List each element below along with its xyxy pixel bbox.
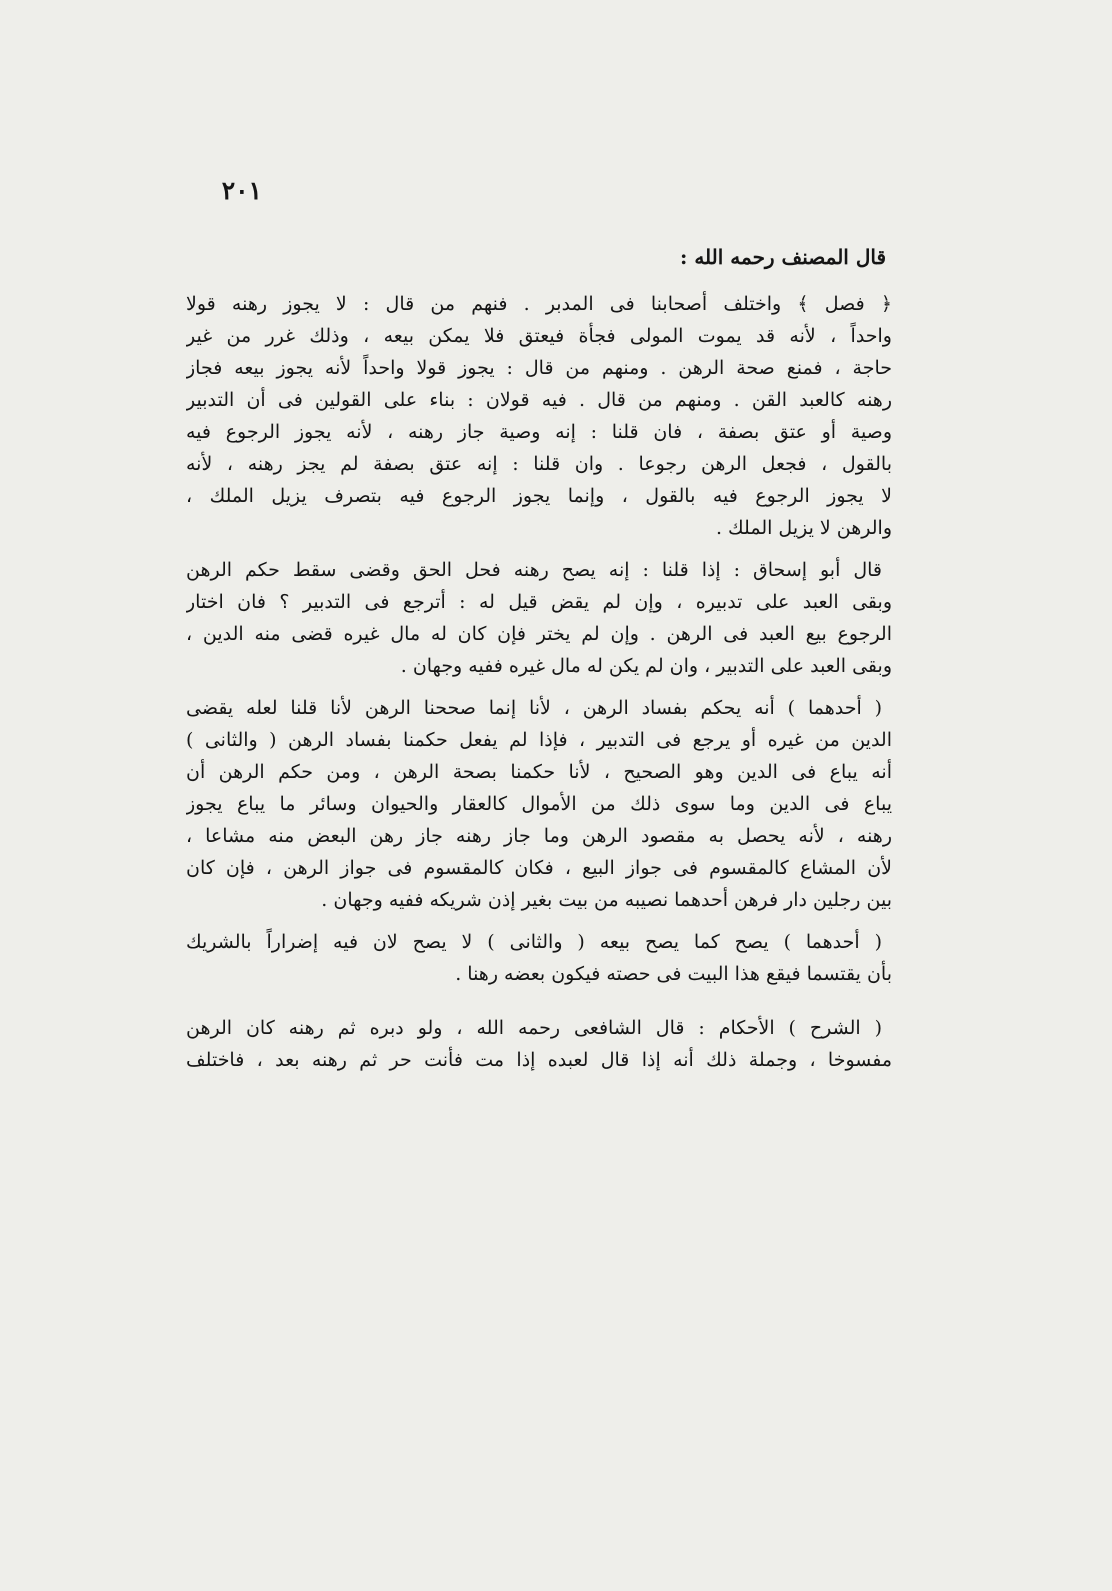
text-line: أنه يباع فى الدين وهو الصحيح ، لأنا حكمنا بصحة الرهن ، ومن حكم الرهن أن xyxy=(186,761,892,783)
paragraph xyxy=(186,926,892,990)
text-line: بالقول ، فجعل الرهن رجوعا . وان قلنا : إنه عتق بصفة لم يجز رهنه ، لأنه xyxy=(186,453,892,475)
paragraph xyxy=(186,554,892,682)
text-line: حاجة ، فمنع صحة الرهن . ومنهم من قال : يجوز قولا واحداً لأنه يجوز بيعه فجاز xyxy=(186,357,892,379)
text-line: بأن يقتسما فيقع هذا البيت فى حصته فيكون بعضه رهنا . xyxy=(455,963,892,985)
text-line: لأن المشاع كالمقسوم فى جواز البيع ، فكان كالمقسوم فى جواز الرهن ، فإن كان xyxy=(186,857,892,879)
paragraph xyxy=(186,692,892,916)
text-line: ﴿ فصل ﴾ واختلف أصحابنا فى المدبر . فنهم من قال : لا يجوز رهنه قولا xyxy=(186,293,892,315)
text-line: مفسوخا ، وجملة ذلك أنه إذا قال لعبده إذا مت فأنت حر ثم رهنه بعد ، فاختلف xyxy=(186,1049,892,1071)
text-line: ( الشرح ) الأحكام : قال الشافعى رحمه الله ، ولو دبره ثم رهنه كان الرهن xyxy=(186,1017,882,1039)
text-line: لا يجوز الرجوع فيه بالقول ، وإنما يجوز الرجوع فيه بتصرف يزيل الملك ، xyxy=(186,485,892,507)
text-line: بين رجلين دار فرهن أحدهما نصيبه من بيت بغير إذن شريكه ففيه وجهان . xyxy=(321,889,892,911)
text-line: وبقى العبد على تدبيره ، وإن لم يقض قيل له : أترجع فى التدبير ؟ فان اختار xyxy=(186,591,892,613)
text-line: يباع فى الدين وما سوى ذلك من الأموال كالعقار والحيوان وسائر ما يباع يجوز xyxy=(186,793,892,815)
text-line: وصية أو عتق بصفة ، فان قلنا : إنه وصية جاز رهنه ، لأنه يجوز الرجوع فيه xyxy=(186,421,892,443)
section-heading: قال المصنف رحمه الله : xyxy=(679,245,886,269)
text-line: وبقى العبد على التدبير ، وان لم يكن له مال غيره ففيه وجهان . xyxy=(400,655,892,677)
page-number: ٢٠١ xyxy=(221,176,262,205)
text-line: ( أحدهما ) أنه يحكم بفساد الرهن ، لأنا إنما صححنا الرهن لأنا قلنا لعله يقضى xyxy=(186,697,882,719)
text-line: قال أبو إسحاق : إذا قلنا : إنه يصح رهنه فحل الحق وقضى سقط حكم الرهن xyxy=(186,559,882,581)
text-body xyxy=(186,240,892,1076)
paragraph xyxy=(186,1012,892,1076)
paragraph xyxy=(186,288,892,544)
text-line: الرجوع بيع العبد فى الرهن . وإن لم يختر فإن كان له مال غيره قضى منه الدين ، xyxy=(186,623,892,645)
text-line: والرهن لا يزيل الملك . xyxy=(715,517,892,539)
text-line: واحداً ، لأنه قد يموت المولى فجأة فيعتق فلا يمكن بيعه ، وذلك غرر من غير xyxy=(186,325,892,347)
text-line: الدين من غيره أو يرجع فى التدبير ، فإذا لم يفعل حكمنا بفساد الرهن ( والثانى ) xyxy=(186,729,892,751)
text-line: رهنه كالعبد القن . ومنهم من قال . فيه قولان : بناء على القولين فى أن التدبير xyxy=(186,389,892,411)
text-line: رهنه ، لأنه يحصل به مقصود الرهن وما جاز رهنه جاز رهن البعض منه مشاعا ، xyxy=(186,825,892,847)
text-line: ( أحدهما ) يصح كما يصح بيعه ( والثانى ) لا يصح لان فيه إضراراً بالشريك xyxy=(186,931,882,953)
